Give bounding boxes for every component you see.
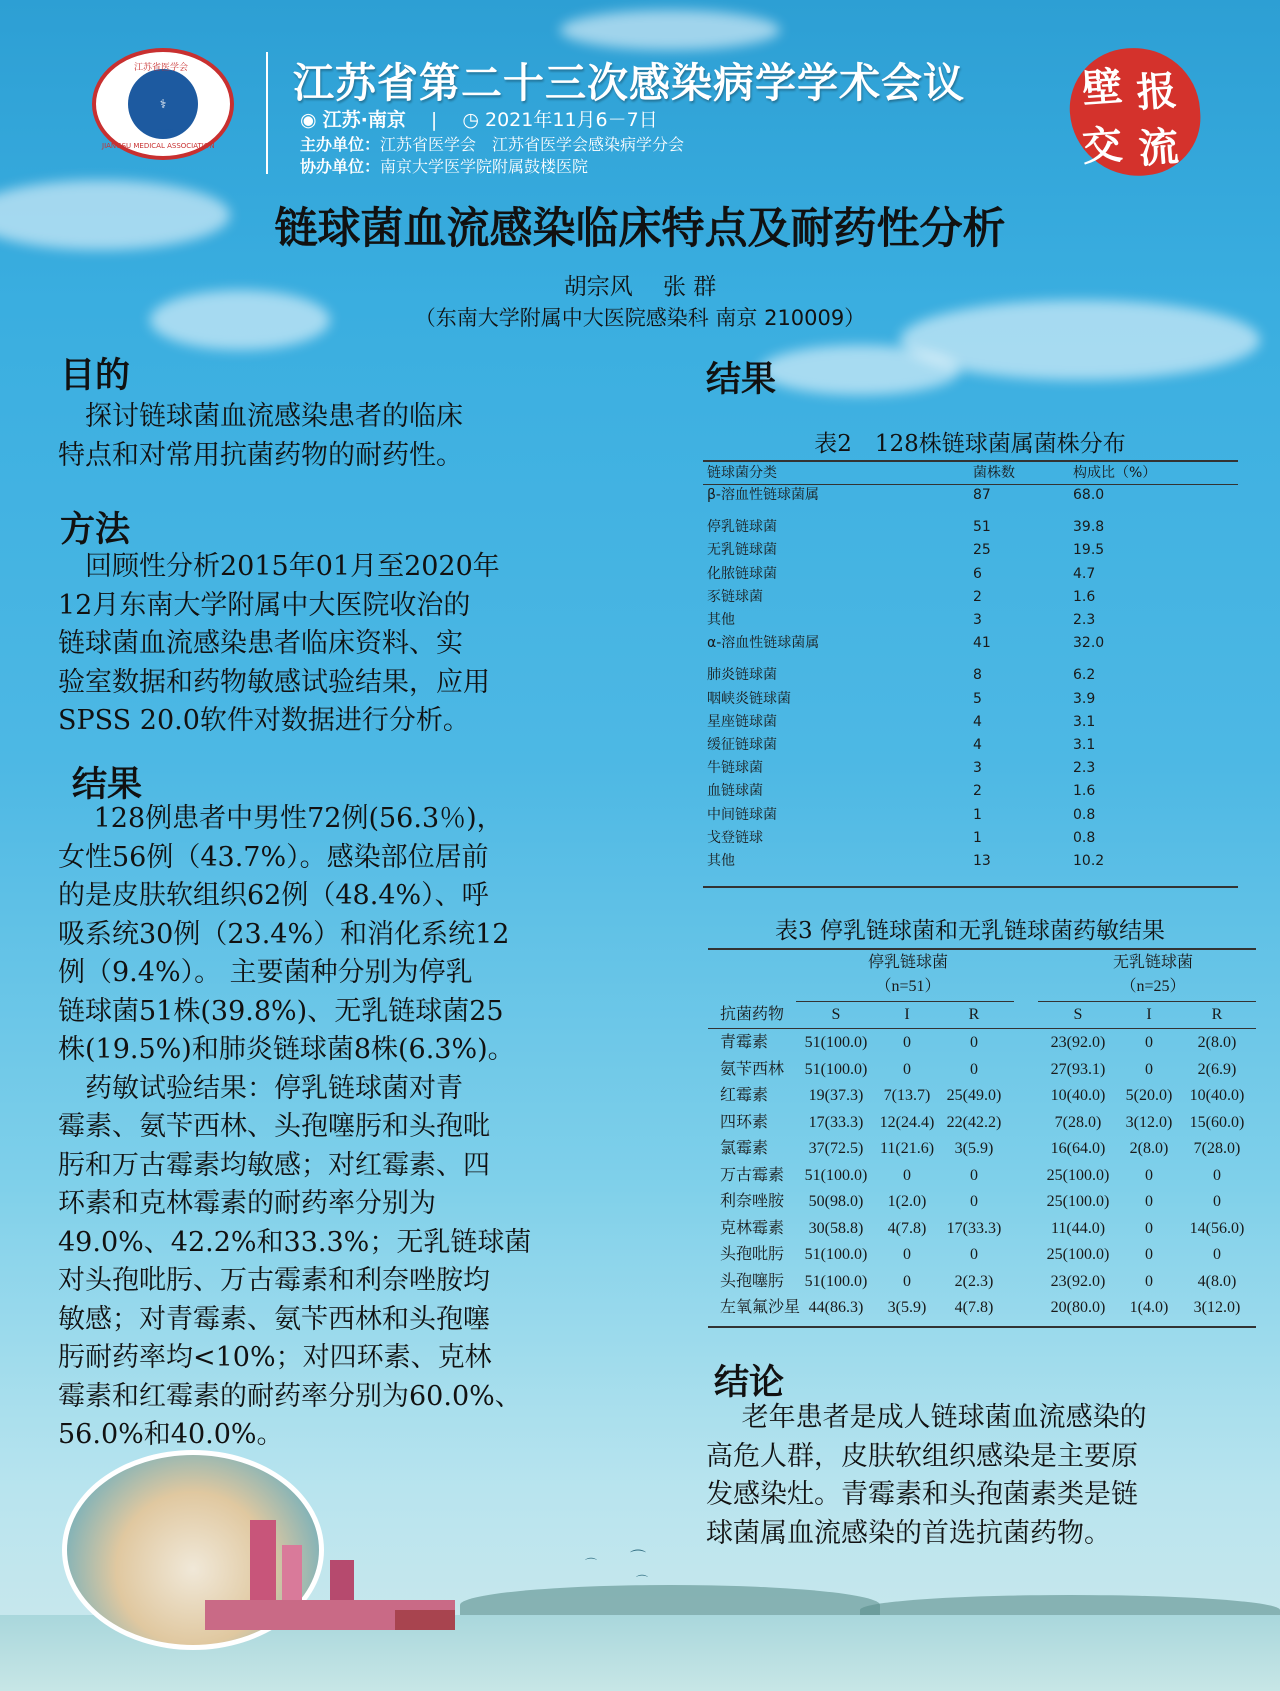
table-cell: 25(100.0)	[1046, 1166, 1110, 1184]
table-cell: β-溶血性链球菌属	[707, 487, 819, 503]
table-cell: 39.8	[1073, 519, 1105, 536]
table-cell: 10.2	[1073, 853, 1105, 869]
column-header: S	[1073, 1006, 1083, 1023]
text-line: SPSS 20.0软件对数据进行分析。	[58, 705, 470, 736]
cohost-label: 协办单位：	[300, 157, 381, 176]
text-line: 霉素、氨苄西林、头孢噻肟和头孢吡	[58, 1111, 490, 1142]
poster-title: 链球菌血流感染临床特点及耐药性分析	[274, 204, 1006, 254]
table-cell: 1(2.0)	[887, 1193, 927, 1210]
pavilion	[395, 1610, 455, 1630]
text-line: 吸系统30例（23.4%）和消化系统12	[58, 918, 510, 950]
table-cell: 3(5.9)	[887, 1299, 927, 1316]
table-cell: 0	[970, 1193, 978, 1210]
table-cell: 4(7.8)	[954, 1299, 994, 1316]
table-row	[708, 1189, 1256, 1215]
table-cell: 20(80.0)	[1050, 1299, 1106, 1316]
table-cell: 6.2	[1073, 667, 1096, 684]
table-cell: 19.5	[1073, 542, 1105, 559]
clock-icon: ◷	[462, 109, 479, 131]
drug-name: 头孢吡肟	[720, 1246, 785, 1263]
table-cell: 0	[1145, 1246, 1153, 1263]
location-pin-icon: ◉	[300, 109, 317, 131]
authors: 胡宗风 张 群	[563, 274, 717, 300]
text-line: 老年患者是成人链球菌血流感染的	[706, 1402, 1147, 1433]
table-cell: 22(42.2)	[946, 1113, 1002, 1131]
table-cell: 戈登链球	[707, 829, 763, 846]
table-cell: 2.3	[1073, 612, 1096, 628]
table-cell: 0	[903, 1166, 911, 1184]
group-header: 无乳链球菌	[1112, 954, 1193, 971]
table-row	[703, 609, 1238, 631]
stamp-char: 流	[1136, 123, 1181, 173]
table-cell: 44(86.3)	[808, 1299, 864, 1316]
table-cell: 0.8	[1073, 829, 1096, 846]
table-cell: 化脓链球菌	[707, 565, 777, 582]
column-header: 抗菌药物	[720, 1006, 785, 1023]
table-cell: 5	[973, 690, 982, 707]
table-cell: 1(4.0)	[1129, 1299, 1169, 1316]
drug-name: 青霉素	[720, 1034, 769, 1051]
table-cell: 37(72.5)	[808, 1140, 864, 1157]
table-row	[708, 1216, 1256, 1242]
text-line: 12月东南大学附属中大医院收治的	[58, 589, 471, 621]
table-cell: 3	[973, 612, 982, 628]
text-line: 肟耐药率均<10%；对四环素、克林	[58, 1342, 492, 1373]
logo-text: 江苏省医学会	[134, 63, 189, 73]
logo-year: 1000	[156, 128, 174, 136]
table-cell: 51(100.0)	[804, 1246, 868, 1263]
table-cell: 1.6	[1073, 783, 1096, 800]
table-cell: 12(24.4)	[879, 1113, 935, 1131]
bird-icon: ⌒	[630, 1548, 647, 1567]
table-cell: 0	[1145, 1034, 1153, 1051]
table-cell: 0	[1145, 1219, 1153, 1237]
text-line: 发感染灶。青霉素和头孢菌素类是链	[706, 1479, 1138, 1510]
table-cell: 2.3	[1073, 760, 1096, 777]
table-cell: 0	[970, 1060, 978, 1078]
table-row	[703, 563, 1238, 585]
table-cell: α-溶血性链球菌属	[707, 635, 820, 652]
table-row	[703, 850, 1238, 872]
table-cell: 4(7.8)	[887, 1219, 927, 1237]
table-cell: 3.1	[1073, 737, 1096, 753]
table-cell: 7(28.0)	[1193, 1140, 1241, 1157]
table-cell: 0	[903, 1272, 911, 1290]
table-cell: 51(100.0)	[804, 1166, 868, 1184]
conference-title: 江苏省第二十三次感染病学学术会议	[293, 59, 965, 107]
table-cell: 星座链球菌	[707, 713, 777, 730]
conference-location: 江苏·南京	[322, 109, 406, 131]
logo-english: JIANGSU MEDICAL ASSOCIATION	[102, 142, 215, 150]
text-line: 对头孢吡肟、万古霉素和利奈唑胺均	[58, 1265, 490, 1296]
table-cell: 3(12.0)	[1125, 1113, 1173, 1131]
table-row	[708, 1030, 1256, 1056]
table-row	[703, 539, 1238, 561]
column-header: R	[968, 1006, 980, 1023]
table-cell: 0	[1213, 1246, 1221, 1263]
table-row	[708, 1136, 1256, 1162]
table-cell: 25(49.0)	[946, 1087, 1002, 1104]
table-cell: 0	[1213, 1166, 1221, 1184]
table-cell: 0	[970, 1166, 978, 1184]
table-cell: 3.1	[1073, 713, 1096, 730]
host-value: 江苏省医学会 江苏省医学会感染病学分会	[380, 135, 685, 154]
text-line: 56.0%和40.0%。	[58, 1419, 284, 1450]
drug-name: 克林霉素	[720, 1219, 785, 1237]
stamp-char: 报	[1135, 67, 1179, 117]
table-cell: 17(33.3)	[946, 1219, 1002, 1237]
column-header: R	[1211, 1006, 1223, 1023]
table-cell: 16(64.0)	[1050, 1140, 1106, 1157]
column-header: I	[904, 1006, 910, 1023]
subheader-row	[708, 1002, 1256, 1029]
table-cell: 0	[970, 1246, 978, 1263]
table-row	[708, 1295, 1256, 1321]
table-cell: 2(8.0)	[1129, 1140, 1169, 1157]
table-row	[708, 1269, 1256, 1295]
text-line: 回顾性分析2015年01月至2020年	[58, 551, 500, 582]
bird-icon: ⌒	[636, 1574, 649, 1588]
table-cell: 14(56.0)	[1189, 1219, 1245, 1237]
text-line: 霉素和红霉素的耐药率分别为60.0%、	[58, 1380, 522, 1412]
table-cell: 7(28.0)	[1054, 1113, 1102, 1131]
table2-strain-distribution	[703, 460, 1238, 888]
table-cell: 11(44.0)	[1050, 1219, 1106, 1237]
table-cell: 0	[903, 1246, 911, 1263]
table-cell: 1	[973, 806, 982, 823]
cohost-line	[300, 154, 588, 177]
methods-heading: 方法	[60, 510, 131, 550]
bird-icon: ⌒	[585, 1557, 598, 1571]
cloud	[760, 345, 960, 395]
group-n-row	[708, 974, 1256, 1000]
table-cell: 血链球菌	[707, 783, 763, 800]
table-cell: 咽峡炎链球菌	[707, 690, 791, 707]
table-cell: 19(37.3)	[808, 1087, 864, 1104]
table-cell: 3	[973, 760, 982, 777]
drug-name: 万古霉素	[720, 1166, 785, 1184]
table-cell: 肺炎链球菌	[707, 667, 777, 684]
group-header-row	[708, 950, 1256, 976]
objective-heading: 目的	[60, 356, 131, 396]
table-cell: 4(8.0)	[1197, 1272, 1237, 1290]
table-row	[703, 586, 1238, 608]
association-logo	[92, 48, 234, 160]
table-row	[703, 827, 1238, 849]
affiliation: （东南大学附属中大医院感染科 南京 210009）	[414, 306, 866, 330]
meta-separator: |	[411, 109, 457, 131]
text-line: 环素和克林霉素的耐药率分别为	[58, 1188, 436, 1219]
table-cell: 25(100.0)	[1046, 1246, 1110, 1263]
results-heading-left: 结果	[72, 765, 143, 805]
host-label: 主办单位：	[300, 135, 381, 154]
table-cell: 1	[973, 829, 982, 846]
table-cell: 41	[973, 635, 991, 652]
text-line: 例（9.4%）。 主要菌种分别为停乳	[58, 957, 473, 988]
table-cell: 13	[973, 853, 991, 869]
table-cell: 2	[973, 588, 982, 605]
table-cell: 其他	[707, 853, 735, 869]
table-cell: 0	[1145, 1272, 1153, 1290]
column-header: 构成比（%）	[1073, 465, 1157, 481]
table3-susceptibility	[708, 948, 1256, 1328]
table-cell: 50(98.0)	[808, 1193, 864, 1210]
column-header: 链球菌分类	[707, 465, 777, 481]
table-cell: 51(100.0)	[804, 1060, 868, 1078]
table-cell: 68.0	[1073, 487, 1105, 503]
table-cell: 3(5.9)	[954, 1140, 994, 1157]
column-header: S	[831, 1006, 841, 1023]
table-row	[708, 1083, 1256, 1109]
table-cell: 23(92.0)	[1050, 1272, 1106, 1290]
table-row	[703, 484, 1238, 506]
table-cell: 2	[973, 783, 982, 800]
table-cell: 0	[903, 1060, 911, 1078]
table-cell: 4	[973, 737, 982, 753]
table-cell: 2(6.9)	[1197, 1060, 1237, 1078]
table-cell: 25	[973, 542, 991, 559]
table-cell: 17(33.3)	[808, 1113, 864, 1131]
table-cell: 无乳链球菌	[707, 542, 777, 559]
stamp-char: 壁	[1080, 62, 1124, 113]
table-cell: 0	[1145, 1060, 1153, 1078]
table-cell: 牛链球菌	[707, 760, 763, 777]
text-line: 高危人群，皮肤软组织感染是主要原	[706, 1440, 1138, 1472]
text-line: 球菌属血流感染的首选抗菌药物。	[706, 1517, 1111, 1549]
table-cell: 25(100.0)	[1046, 1193, 1110, 1210]
text-line: 特点和对常用抗菌药物的耐药性。	[58, 439, 463, 471]
drug-name: 头孢噻肟	[720, 1272, 785, 1290]
table-cell: 87	[973, 487, 991, 503]
group-header: 停乳链球菌	[867, 954, 948, 971]
table-row	[703, 688, 1238, 710]
column-header: 菌株数	[973, 465, 1015, 481]
table-row	[703, 757, 1238, 779]
table-row	[703, 804, 1238, 826]
results-heading-right: 结果	[706, 360, 777, 400]
results-text	[58, 800, 618, 1455]
table-row	[703, 734, 1238, 756]
conclusion-heading: 结论	[714, 1363, 785, 1403]
table-cell: 4	[973, 713, 982, 730]
group-n: （n=51）	[875, 978, 941, 995]
text-line: 的是皮肤软组织62例（48.4%）、呼	[58, 880, 489, 911]
table-cell: 6	[973, 565, 982, 582]
table-cell: 51(100.0)	[804, 1272, 868, 1290]
table-row	[708, 1163, 1256, 1189]
table-row	[708, 1242, 1256, 1268]
table-cell: 0	[1213, 1193, 1221, 1210]
table-row	[703, 780, 1238, 802]
poster-exchange-stamp	[1066, 44, 1205, 181]
table-cell: 10(40.0)	[1050, 1087, 1106, 1104]
table-row	[703, 664, 1238, 686]
table-row	[708, 1057, 1256, 1083]
table-cell: 0.8	[1073, 806, 1096, 823]
text-line: 49.0%、42.2%和33.3%；无乳链球菌	[58, 1226, 532, 1258]
table-cell: 27(93.1)	[1050, 1060, 1106, 1078]
table-cell: 8	[973, 667, 982, 684]
table3-caption: 表3 停乳链球菌和无乳链球菌药敏结果	[775, 918, 1165, 944]
drug-name: 红霉素	[720, 1087, 769, 1104]
methods-text	[58, 548, 618, 741]
table-cell: 23(92.0)	[1050, 1034, 1106, 1051]
table-cell: 11(21.6)	[879, 1140, 935, 1157]
text-line: 女性56例（43.7%）。感染部位居前	[58, 841, 489, 873]
table-cell: 15(60.0)	[1189, 1113, 1245, 1131]
table-cell: 32.0	[1073, 635, 1105, 652]
table-row	[708, 1110, 1256, 1136]
drug-name: 氨苄西林	[720, 1060, 785, 1078]
table-cell: 4.7	[1073, 565, 1096, 582]
table-cell: 0	[903, 1034, 911, 1051]
table-row	[703, 632, 1238, 654]
text-line: 药敏试验结果：停乳链球菌对青	[58, 1072, 463, 1104]
table-cell: 3.9	[1073, 690, 1096, 707]
table-cell: 51	[973, 519, 991, 536]
table-cell: 0	[1145, 1166, 1153, 1184]
table-cell: 7(13.7)	[883, 1087, 931, 1104]
table-cell: 2(8.0)	[1197, 1034, 1237, 1051]
table-cell: 1.6	[1073, 588, 1096, 605]
cohost-value: 南京大学医学院附属鼓楼医院	[380, 157, 589, 176]
conference-date: 2021年11月6－7日	[485, 109, 658, 131]
text-line: 验室数据和药物敏感试验结果，应用	[58, 666, 490, 698]
staff-of-asclepius-icon: ⚕	[128, 69, 198, 139]
table-cell: 30(58.8)	[808, 1219, 864, 1237]
table-cell: 0	[1145, 1193, 1153, 1210]
table-row	[703, 516, 1238, 538]
table-cell: 中间链球菌	[707, 806, 777, 823]
drug-name: 利奈唑胺	[720, 1193, 785, 1210]
table-cell: 10(40.0)	[1189, 1087, 1245, 1104]
conclusion-text	[706, 1399, 1246, 1553]
table2-caption: 表2 128株链球菌属菌株分布	[814, 431, 1126, 457]
text-line: 敏感；对青霉素、氨苄西林和头孢噻	[58, 1303, 490, 1335]
drug-name: 左氧氟沙星	[720, 1299, 801, 1316]
text-line: 链球菌血流感染患者临床资料、实	[58, 628, 463, 659]
table-header-row	[703, 462, 1238, 485]
column-header: I	[1146, 1006, 1152, 1023]
conference-header	[0, 0, 1280, 185]
stamp-char: 交	[1080, 121, 1124, 171]
objective-text	[58, 398, 578, 475]
text-line: 128例患者中男性72例(56.3％)，	[58, 803, 504, 834]
text-line: 链球菌51株(39.8%)、无乳链球菌25	[58, 995, 504, 1027]
table-cell: 其他	[707, 612, 735, 628]
text-line: 探讨链球菌血流感染患者的临床	[58, 401, 463, 432]
host-line	[300, 132, 684, 155]
text-line: 株(19.5%)和肺炎链球菌8株(6.3%)。	[58, 1034, 515, 1065]
table-cell: 2(2.3)	[954, 1272, 994, 1290]
table-cell: 豕链球菌	[707, 588, 763, 605]
group-n: （n=25）	[1120, 978, 1186, 995]
table-cell: 缓征链球菌	[707, 737, 777, 753]
table-cell: 5(20.0)	[1125, 1087, 1173, 1104]
drug-name: 氯霉素	[720, 1140, 769, 1157]
table-cell: 0	[970, 1034, 978, 1051]
table-cell: 3(12.0)	[1193, 1299, 1241, 1316]
text-line: 肟和万古霉素均敏感；对红霉素、四	[58, 1149, 490, 1181]
table-cell: 停乳链球菌	[707, 519, 777, 536]
table-cell: 51(100.0)	[804, 1034, 868, 1051]
header-divider	[266, 52, 268, 174]
drug-name: 四环素	[720, 1113, 769, 1131]
conference-meta	[300, 105, 658, 132]
table-row	[703, 711, 1238, 733]
